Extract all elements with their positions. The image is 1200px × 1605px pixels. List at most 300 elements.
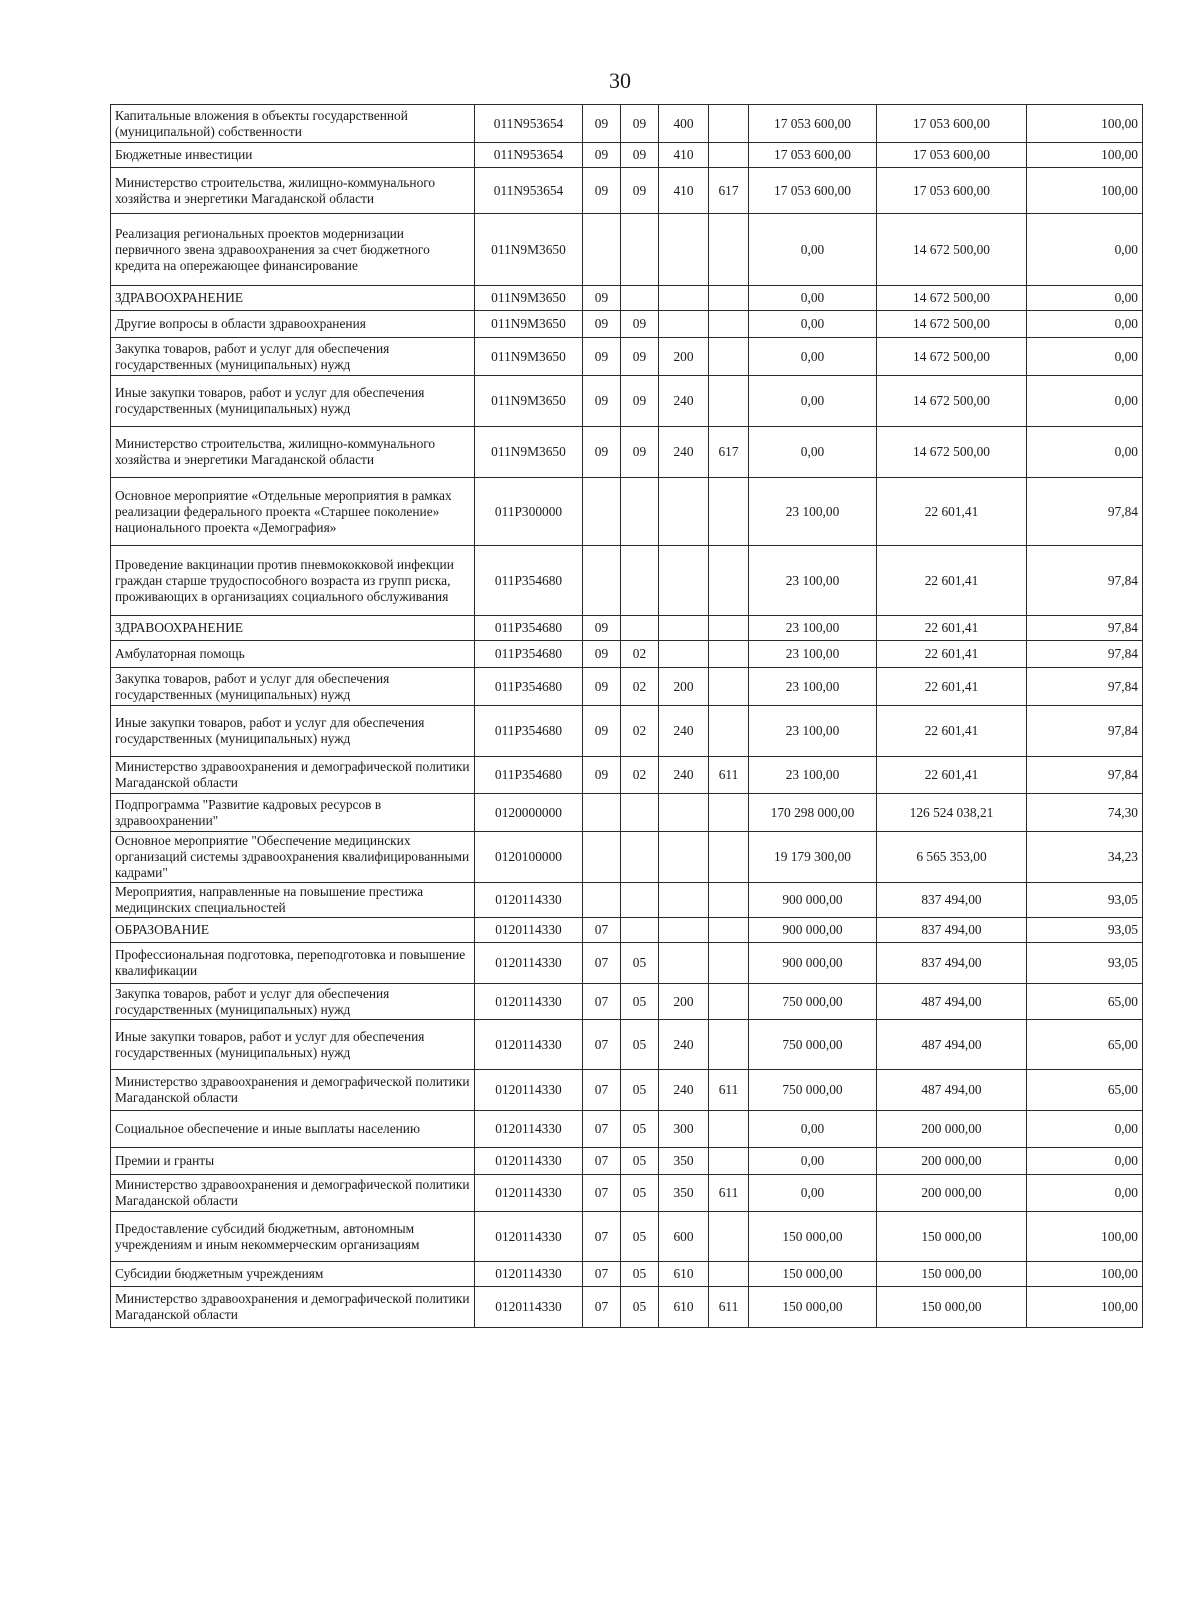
row-expense-type: 240 xyxy=(659,427,709,478)
row-fact: 14 672 500,00 xyxy=(877,286,1027,311)
row-subsection: 05 xyxy=(621,1111,659,1148)
row-fact: 487 494,00 xyxy=(877,1070,1027,1111)
row-code: 0120114330 xyxy=(475,1070,583,1111)
row-fact: 14 672 500,00 xyxy=(877,214,1027,286)
row-plan: 0,00 xyxy=(749,376,877,427)
row-subsection: 09 xyxy=(621,105,659,143)
row-section: 07 xyxy=(583,1070,621,1111)
row-subsection: 02 xyxy=(621,757,659,794)
row-fact: 150 000,00 xyxy=(877,1287,1027,1328)
row-fact: 14 672 500,00 xyxy=(877,376,1027,427)
row-section: 07 xyxy=(583,1175,621,1212)
table-row xyxy=(111,757,1143,794)
row-code: 0120114330 xyxy=(475,1175,583,1212)
page-number: 30 xyxy=(609,68,631,93)
row-section: 07 xyxy=(583,943,621,984)
row-expense-type: 350 xyxy=(659,1148,709,1175)
row-percent: 100,00 xyxy=(1027,143,1143,168)
row-fact: 200 000,00 xyxy=(877,1175,1027,1212)
row-name: Капитальные вложения в объекты государственной (муниципальной) собственности xyxy=(111,105,475,143)
row-fact: 22 601,41 xyxy=(877,478,1027,546)
row-fact: 14 672 500,00 xyxy=(877,427,1027,478)
row-subsection: 05 xyxy=(621,1287,659,1328)
row-code: 011N953654 xyxy=(475,143,583,168)
table-row xyxy=(111,1070,1143,1111)
row-fact: 14 672 500,00 xyxy=(877,338,1027,376)
row-name: Иные закупки товаров, работ и услуг для обеспечения государственных (муниципальных) нужд xyxy=(111,706,475,757)
row-name: Закупка товаров, работ и услуг для обеспечения государственных (муниципальных) нужд xyxy=(111,338,475,376)
row-percent: 0,00 xyxy=(1027,311,1143,338)
row-admin: 611 xyxy=(709,1287,749,1328)
row-plan: 0,00 xyxy=(749,427,877,478)
row-admin xyxy=(709,918,749,943)
row-subsection: 05 xyxy=(621,1262,659,1287)
row-subsection xyxy=(621,286,659,311)
table-row xyxy=(111,168,1143,214)
row-expense-type: 600 xyxy=(659,1212,709,1262)
row-plan: 150 000,00 xyxy=(749,1287,877,1328)
row-name: ЗДРАВООХРАНЕНИЕ xyxy=(111,616,475,641)
row-admin xyxy=(709,105,749,143)
row-code: 0120114330 xyxy=(475,1111,583,1148)
row-fact: 6 565 353,00 xyxy=(877,832,1027,883)
row-name: ОБРАЗОВАНИЕ xyxy=(111,918,475,943)
row-code: 0120114330 xyxy=(475,943,583,984)
row-section: 09 xyxy=(583,427,621,478)
row-admin: 611 xyxy=(709,757,749,794)
table-row xyxy=(111,1175,1143,1212)
row-plan: 23 100,00 xyxy=(749,757,877,794)
row-name: Закупка товаров, работ и услуг для обеспечения государственных (муниципальных) нужд xyxy=(111,668,475,706)
table-row xyxy=(111,478,1143,546)
row-expense-type: 240 xyxy=(659,1020,709,1070)
row-subsection: 05 xyxy=(621,943,659,984)
row-admin xyxy=(709,641,749,668)
row-code: 011P354680 xyxy=(475,706,583,757)
row-expense-type xyxy=(659,832,709,883)
row-admin xyxy=(709,546,749,616)
row-expense-type xyxy=(659,546,709,616)
row-name: Министерство здравоохранения и демографической политики Магаданской области xyxy=(111,1287,475,1328)
row-admin xyxy=(709,143,749,168)
row-code: 011N9M3650 xyxy=(475,311,583,338)
row-plan: 23 100,00 xyxy=(749,706,877,757)
row-subsection: 05 xyxy=(621,1148,659,1175)
row-code: 011P354680 xyxy=(475,757,583,794)
row-section xyxy=(583,832,621,883)
table-row xyxy=(111,616,1143,641)
table-row xyxy=(111,1287,1143,1328)
row-percent: 100,00 xyxy=(1027,1262,1143,1287)
row-section: 07 xyxy=(583,1287,621,1328)
row-plan: 0,00 xyxy=(749,1111,877,1148)
row-percent: 0,00 xyxy=(1027,427,1143,478)
table-row xyxy=(111,794,1143,832)
row-admin xyxy=(709,794,749,832)
row-fact: 14 672 500,00 xyxy=(877,311,1027,338)
row-fact: 17 053 600,00 xyxy=(877,168,1027,214)
row-plan: 0,00 xyxy=(749,214,877,286)
row-admin xyxy=(709,832,749,883)
row-expense-type xyxy=(659,478,709,546)
row-section: 07 xyxy=(583,1212,621,1262)
row-fact: 22 601,41 xyxy=(877,757,1027,794)
row-admin xyxy=(709,286,749,311)
row-percent: 100,00 xyxy=(1027,168,1143,214)
row-fact: 17 053 600,00 xyxy=(877,143,1027,168)
row-admin: 611 xyxy=(709,1175,749,1212)
row-percent: 0,00 xyxy=(1027,286,1143,311)
row-expense-type xyxy=(659,641,709,668)
table-row xyxy=(111,338,1143,376)
row-plan: 23 100,00 xyxy=(749,641,877,668)
row-code: 011P354680 xyxy=(475,616,583,641)
row-name: Профессиональная подготовка, переподготовка и повышение квалификации xyxy=(111,943,475,984)
table-row xyxy=(111,943,1143,984)
row-name: Мероприятия, направленные на повышение престижа медицинских специальностей xyxy=(111,883,475,918)
row-subsection xyxy=(621,616,659,641)
row-name: Подпрограмма "Развитие кадровых ресурсов в здравоохранении" xyxy=(111,794,475,832)
row-plan: 19 179 300,00 xyxy=(749,832,877,883)
row-admin xyxy=(709,214,749,286)
row-name: Проведение вакцинации против пневмококковой инфекции граждан старше трудоспособного возраста из групп риска, проживающих в организациях социального обслуживания xyxy=(111,546,475,616)
row-subsection: 05 xyxy=(621,984,659,1020)
row-section: 07 xyxy=(583,1148,621,1175)
row-plan: 23 100,00 xyxy=(749,616,877,641)
row-code: 0120114330 xyxy=(475,1212,583,1262)
row-subsection: 09 xyxy=(621,168,659,214)
row-subsection: 05 xyxy=(621,1070,659,1111)
row-expense-type: 200 xyxy=(659,668,709,706)
row-admin xyxy=(709,478,749,546)
row-plan: 17 053 600,00 xyxy=(749,105,877,143)
row-section: 09 xyxy=(583,105,621,143)
row-section: 07 xyxy=(583,918,621,943)
row-name: Реализация региональных проектов модернизации первичного звена здравоохранения за счет бюджетного кредита на опережающее финансирование xyxy=(111,214,475,286)
row-fact: 150 000,00 xyxy=(877,1212,1027,1262)
row-code: 011P354680 xyxy=(475,641,583,668)
row-expense-type: 240 xyxy=(659,376,709,427)
row-code: 011N9M3650 xyxy=(475,376,583,427)
row-percent: 65,00 xyxy=(1027,1070,1143,1111)
row-plan: 750 000,00 xyxy=(749,1070,877,1111)
row-subsection: 09 xyxy=(621,338,659,376)
row-percent: 0,00 xyxy=(1027,1175,1143,1212)
row-percent: 97,84 xyxy=(1027,641,1143,668)
row-section: 09 xyxy=(583,286,621,311)
row-fact: 200 000,00 xyxy=(877,1111,1027,1148)
table-row xyxy=(111,641,1143,668)
row-plan: 750 000,00 xyxy=(749,984,877,1020)
row-expense-type xyxy=(659,883,709,918)
row-percent: 0,00 xyxy=(1027,1148,1143,1175)
row-section: 07 xyxy=(583,1111,621,1148)
table-row xyxy=(111,832,1143,883)
row-percent: 97,84 xyxy=(1027,706,1143,757)
row-fact: 22 601,41 xyxy=(877,641,1027,668)
row-plan: 900 000,00 xyxy=(749,918,877,943)
row-percent: 93,05 xyxy=(1027,883,1143,918)
row-fact: 150 000,00 xyxy=(877,1262,1027,1287)
row-code: 011N953654 xyxy=(475,168,583,214)
row-admin xyxy=(709,943,749,984)
row-expense-type xyxy=(659,943,709,984)
row-subsection xyxy=(621,546,659,616)
row-code: 011N953654 xyxy=(475,105,583,143)
table-row xyxy=(111,105,1143,143)
row-plan: 900 000,00 xyxy=(749,883,877,918)
row-section xyxy=(583,883,621,918)
row-code: 0120114330 xyxy=(475,1148,583,1175)
row-subsection: 09 xyxy=(621,143,659,168)
row-subsection: 05 xyxy=(621,1020,659,1070)
row-section: 07 xyxy=(583,1262,621,1287)
table-row xyxy=(111,546,1143,616)
row-admin: 611 xyxy=(709,1070,749,1111)
row-section: 09 xyxy=(583,376,621,427)
row-code: 011P354680 xyxy=(475,546,583,616)
table-row xyxy=(111,311,1143,338)
row-code: 0120100000 xyxy=(475,832,583,883)
row-admin xyxy=(709,1020,749,1070)
row-plan: 17 053 600,00 xyxy=(749,168,877,214)
row-admin xyxy=(709,984,749,1020)
row-code: 0120114330 xyxy=(475,1020,583,1070)
row-admin xyxy=(709,1262,749,1287)
row-code: 0120114330 xyxy=(475,883,583,918)
row-expense-type xyxy=(659,286,709,311)
row-percent: 100,00 xyxy=(1027,105,1143,143)
table-row xyxy=(111,143,1143,168)
row-expense-type: 410 xyxy=(659,143,709,168)
row-fact: 22 601,41 xyxy=(877,668,1027,706)
row-percent: 65,00 xyxy=(1027,984,1143,1020)
row-section: 09 xyxy=(583,168,621,214)
row-subsection: 05 xyxy=(621,1175,659,1212)
row-name: Предоставление субсидий бюджетным, автономным учреждениям и иным некоммерческим организациям xyxy=(111,1212,475,1262)
row-expense-type: 350 xyxy=(659,1175,709,1212)
row-name: Министерство здравоохранения и демографической политики Магаданской области xyxy=(111,1175,475,1212)
row-fact: 487 494,00 xyxy=(877,984,1027,1020)
row-code: 011P354680 xyxy=(475,668,583,706)
table-row xyxy=(111,376,1143,427)
row-percent: 93,05 xyxy=(1027,918,1143,943)
table-row xyxy=(111,1020,1143,1070)
row-plan: 170 298 000,00 xyxy=(749,794,877,832)
row-fact: 837 494,00 xyxy=(877,918,1027,943)
row-name: Премии и гранты xyxy=(111,1148,475,1175)
table-row xyxy=(111,883,1143,918)
row-name: Министерство здравоохранения и демографической политики Магаданской области xyxy=(111,1070,475,1111)
row-admin xyxy=(709,338,749,376)
row-fact: 487 494,00 xyxy=(877,1020,1027,1070)
row-expense-type xyxy=(659,918,709,943)
row-plan: 900 000,00 xyxy=(749,943,877,984)
row-section xyxy=(583,794,621,832)
row-percent: 97,84 xyxy=(1027,478,1143,546)
row-admin: 617 xyxy=(709,427,749,478)
row-section: 09 xyxy=(583,143,621,168)
row-fact: 837 494,00 xyxy=(877,883,1027,918)
row-code: 011N9M3650 xyxy=(475,338,583,376)
row-name: ЗДРАВООХРАНЕНИЕ xyxy=(111,286,475,311)
row-section: 09 xyxy=(583,616,621,641)
row-name: Министерство строительства, жилищно-коммунального хозяйства и энергетики Магаданской области xyxy=(111,427,475,478)
row-section xyxy=(583,546,621,616)
row-name: Амбулаторная помощь xyxy=(111,641,475,668)
row-fact: 22 601,41 xyxy=(877,616,1027,641)
row-code: 0120114330 xyxy=(475,918,583,943)
row-expense-type: 240 xyxy=(659,1070,709,1111)
row-subsection: 09 xyxy=(621,311,659,338)
row-name: Другие вопросы в области здравоохранения xyxy=(111,311,475,338)
row-percent: 74,30 xyxy=(1027,794,1143,832)
row-code: 011N9M3650 xyxy=(475,427,583,478)
row-percent: 100,00 xyxy=(1027,1212,1143,1262)
table-row xyxy=(111,1262,1143,1287)
budget-table xyxy=(110,104,1143,1328)
row-name: Основное мероприятие «Отдельные мероприятия в рамках реализации федерального проекта «Старшее поколение» национального проекта «Демография» xyxy=(111,478,475,546)
row-expense-type xyxy=(659,616,709,641)
row-subsection: 02 xyxy=(621,641,659,668)
row-plan: 23 100,00 xyxy=(749,668,877,706)
row-fact: 22 601,41 xyxy=(877,546,1027,616)
row-plan: 0,00 xyxy=(749,286,877,311)
row-name: Основное мероприятие "Обеспечение медицинских организаций системы здравоохранения квалифицированными кадрами" xyxy=(111,832,475,883)
row-subsection: 02 xyxy=(621,706,659,757)
row-admin xyxy=(709,311,749,338)
row-name: Иные закупки товаров, работ и услуг для обеспечения государственных (муниципальных) нужд xyxy=(111,376,475,427)
row-name: Социальное обеспечение и иные выплаты населению xyxy=(111,1111,475,1148)
row-plan: 0,00 xyxy=(749,338,877,376)
row-expense-type: 610 xyxy=(659,1262,709,1287)
row-expense-type: 240 xyxy=(659,706,709,757)
row-section: 09 xyxy=(583,668,621,706)
row-percent: 93,05 xyxy=(1027,943,1143,984)
table-row xyxy=(111,214,1143,286)
row-admin xyxy=(709,1111,749,1148)
row-code: 0120000000 xyxy=(475,794,583,832)
row-admin: 617 xyxy=(709,168,749,214)
row-percent: 100,00 xyxy=(1027,1287,1143,1328)
table-row xyxy=(111,427,1143,478)
row-admin xyxy=(709,616,749,641)
row-subsection xyxy=(621,478,659,546)
row-name: Бюджетные инвестиции xyxy=(111,143,475,168)
row-subsection: 05 xyxy=(621,1212,659,1262)
row-plan: 17 053 600,00 xyxy=(749,143,877,168)
row-expense-type xyxy=(659,311,709,338)
row-percent: 34,23 xyxy=(1027,832,1143,883)
row-subsection xyxy=(621,832,659,883)
row-section: 09 xyxy=(583,641,621,668)
row-plan: 150 000,00 xyxy=(749,1212,877,1262)
row-name: Субсидии бюджетным учреждениям xyxy=(111,1262,475,1287)
row-subsection xyxy=(621,214,659,286)
table-row xyxy=(111,984,1143,1020)
row-percent: 97,84 xyxy=(1027,616,1143,641)
table-row xyxy=(111,1111,1143,1148)
row-expense-type: 240 xyxy=(659,757,709,794)
table-row xyxy=(111,706,1143,757)
row-section xyxy=(583,214,621,286)
row-section: 07 xyxy=(583,984,621,1020)
row-fact: 22 601,41 xyxy=(877,706,1027,757)
row-percent: 0,00 xyxy=(1027,214,1143,286)
row-section: 07 xyxy=(583,1020,621,1070)
row-plan: 0,00 xyxy=(749,1148,877,1175)
table-row xyxy=(111,286,1143,311)
row-expense-type: 200 xyxy=(659,984,709,1020)
row-admin xyxy=(709,668,749,706)
table-row xyxy=(111,1212,1143,1262)
row-fact: 200 000,00 xyxy=(877,1148,1027,1175)
row-code: 0120114330 xyxy=(475,984,583,1020)
row-fact: 17 053 600,00 xyxy=(877,105,1027,143)
row-admin xyxy=(709,1212,749,1262)
row-code: 011N9M3650 xyxy=(475,286,583,311)
row-name: Министерство здравоохранения и демографической политики Магаданской области xyxy=(111,757,475,794)
row-code: 011N9M3650 xyxy=(475,214,583,286)
row-expense-type: 300 xyxy=(659,1111,709,1148)
row-fact: 837 494,00 xyxy=(877,943,1027,984)
row-subsection: 09 xyxy=(621,427,659,478)
row-name: Закупка товаров, работ и услуг для обеспечения государственных (муниципальных) нужд xyxy=(111,984,475,1020)
row-section xyxy=(583,478,621,546)
row-subsection: 09 xyxy=(621,376,659,427)
row-percent: 0,00 xyxy=(1027,1111,1143,1148)
row-plan: 23 100,00 xyxy=(749,478,877,546)
row-section: 09 xyxy=(583,338,621,376)
row-percent: 97,84 xyxy=(1027,668,1143,706)
row-percent: 0,00 xyxy=(1027,338,1143,376)
row-subsection xyxy=(621,883,659,918)
row-code: 0120114330 xyxy=(475,1287,583,1328)
row-expense-type: 200 xyxy=(659,338,709,376)
row-percent: 0,00 xyxy=(1027,376,1143,427)
row-admin xyxy=(709,1148,749,1175)
row-expense-type: 610 xyxy=(659,1287,709,1328)
row-admin xyxy=(709,883,749,918)
table-row xyxy=(111,918,1143,943)
row-admin xyxy=(709,376,749,427)
row-code: 0120114330 xyxy=(475,1262,583,1287)
row-fact: 126 524 038,21 xyxy=(877,794,1027,832)
row-subsection: 02 xyxy=(621,668,659,706)
row-plan: 0,00 xyxy=(749,1175,877,1212)
row-plan: 23 100,00 xyxy=(749,546,877,616)
row-subsection xyxy=(621,794,659,832)
row-section: 09 xyxy=(583,706,621,757)
row-name: Иные закупки товаров, работ и услуг для обеспечения государственных (муниципальных) нужд xyxy=(111,1020,475,1070)
row-name: Министерство строительства, жилищно-коммунального хозяйства и энергетики Магаданской области xyxy=(111,168,475,214)
row-section: 09 xyxy=(583,757,621,794)
row-expense-type: 410 xyxy=(659,168,709,214)
row-section: 09 xyxy=(583,311,621,338)
table-row xyxy=(111,668,1143,706)
row-percent: 65,00 xyxy=(1027,1020,1143,1070)
row-subsection xyxy=(621,918,659,943)
row-expense-type xyxy=(659,794,709,832)
row-plan: 750 000,00 xyxy=(749,1020,877,1070)
row-expense-type: 400 xyxy=(659,105,709,143)
row-expense-type xyxy=(659,214,709,286)
row-percent: 97,84 xyxy=(1027,757,1143,794)
row-plan: 150 000,00 xyxy=(749,1262,877,1287)
row-plan: 0,00 xyxy=(749,311,877,338)
table-row xyxy=(111,1148,1143,1175)
row-percent: 97,84 xyxy=(1027,546,1143,616)
